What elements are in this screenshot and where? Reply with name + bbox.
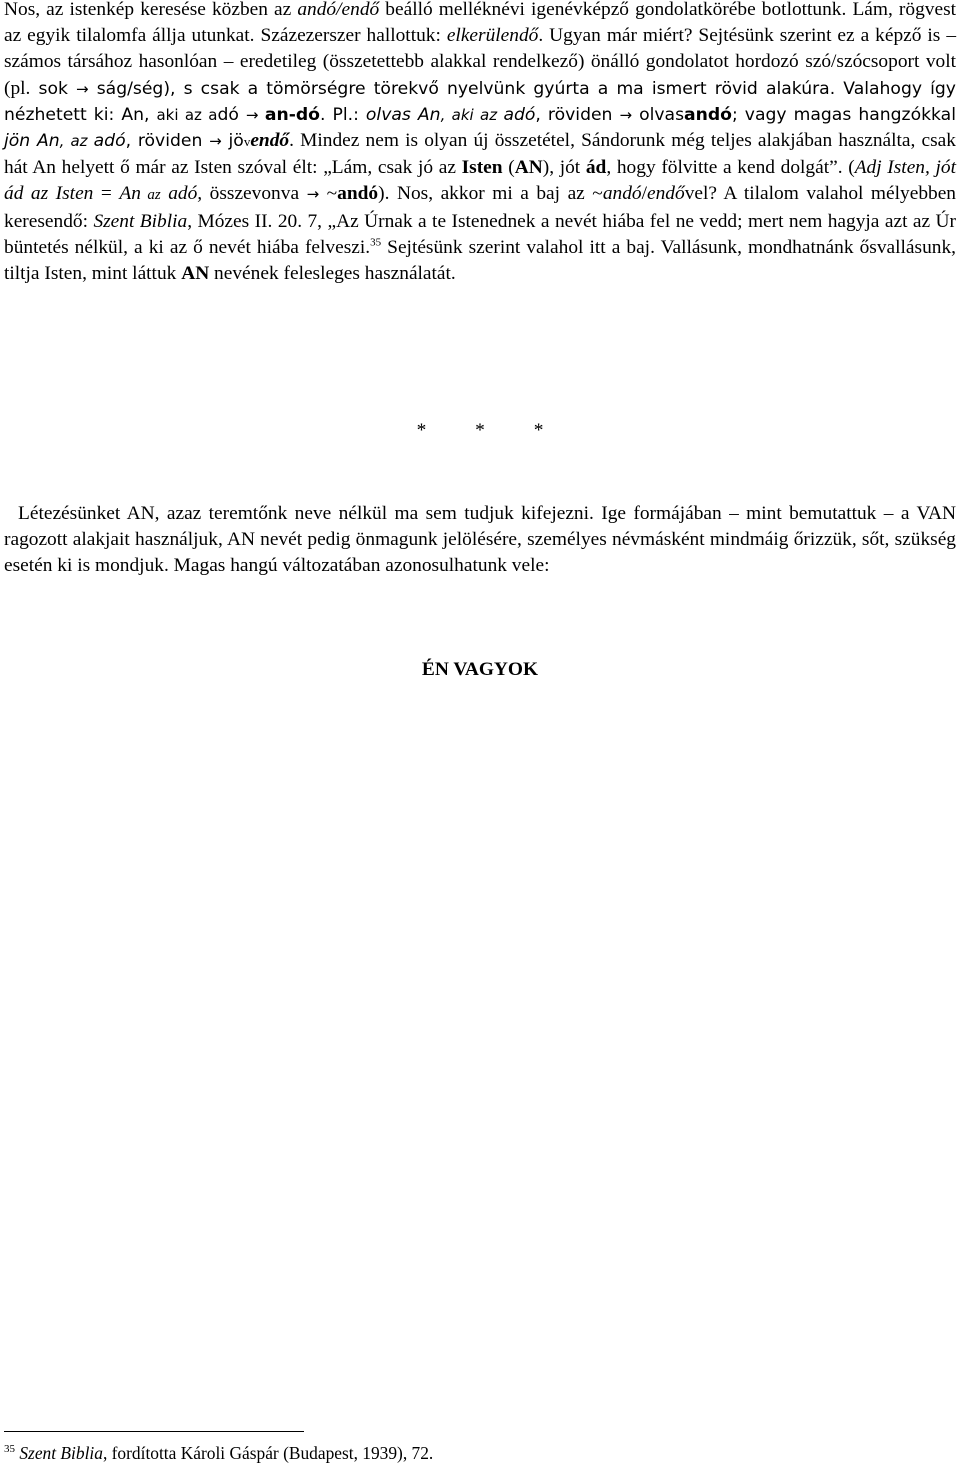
bold-term: an-dó — [264, 104, 320, 125]
small-run: v — [243, 134, 251, 150]
text-run: ( — [502, 157, 515, 179]
text-run: Létezésünket AN, azaz teremtőnk neve nélkül ma sem tudjuk kifejezni. Ige formájában – mint bemutattuk – a VAN ragozott alakjait használjuk, AN nevét pedig önmagunk jelölésére, személyes névmásként mindmáig őrizzük, sőt, szükség esetén ki is mondjuk. Magas hangú változatában azonosulhatunk vele: — [4, 503, 956, 577]
bold-term: andó — [337, 183, 379, 205]
section-separator: * * * — [416, 420, 544, 441]
sans-run: , röviden — [125, 131, 210, 152]
bold-term: ád — [585, 157, 607, 179]
text-run: , Mózes II. 20. 7, „Az Úrnak a te Istenednek a nevét hiába fel ne vedd; mert nem hagyja azt az Úr büntetés nélkül, a ki az ő nevét hiába felveszi. — [4, 210, 956, 258]
sans-run: ; vagy magas hangzókkal — [731, 104, 956, 125]
section-heading: ÉN VAGYOK — [421, 659, 539, 680]
small-italic-run: , az — [59, 132, 94, 151]
bold-term: Isten — [461, 157, 503, 179]
arrow-icon: → — [76, 79, 89, 98]
italic-term: andó/endő — [297, 0, 380, 20]
footnote — [4, 1442, 954, 1464]
text-run: ), jót — [542, 157, 586, 179]
italic-term: jön An — [4, 131, 60, 152]
text-run: ). Nos, akkor mi a baj az ~ — [378, 183, 603, 205]
italic-term: olvas An — [365, 104, 441, 125]
italic-term: Szent Biblia — [93, 210, 188, 232]
body-paragraph-1 — [4, 0, 956, 287]
italic-term: Adj Isten, jót ád az Isten — [4, 157, 956, 205]
text-run: . Mindez nem is olyan új összetétel, Sándorunk még teljes alakjában használta, csak hát An helyett ő már az Isten szóval élt: „Lám, csak jó az — [4, 130, 956, 179]
bold-italic-term: endő — [250, 130, 290, 152]
body-paragraph-2 — [4, 501, 956, 580]
sans-run: olvas — [632, 104, 685, 125]
small-italic-run: az — [140, 187, 161, 204]
footnote-divider — [4, 1431, 304, 1432]
small-run: aki az a — [156, 105, 218, 124]
sans-run: ság/ség), s csak a tömörségre törekvő nyelvünk gyúrta a ma ismert rövid alakúra. Valahogy így nézhetett ki: An, — [4, 78, 956, 125]
text-run: . Ugyan már miért? Sejtésünk szerint ez a képző is – számos társához hasonlóan – eredetileg (összetettebb alakkal rendelkező) önálló gondolatot hordozó szó/szócsoport volt (pl. — [4, 25, 957, 99]
italic-term: adó — [503, 104, 536, 125]
footnote-title: Szent Biblia — [19, 1443, 103, 1463]
bold-term: AN — [514, 157, 543, 179]
footnote-text: , fordította Károli Gáspár (Budapest, 1939), 72. — [102, 1443, 434, 1463]
sans-run: dó — [217, 104, 246, 125]
text-run: Nos, az istenkép keresése közben az — [4, 0, 298, 20]
arrow-icon: → — [306, 185, 320, 204]
text-run: nevének felesleges használatát. — [209, 263, 456, 285]
arrow-icon: → — [209, 132, 222, 151]
italic-term: adó, — [160, 183, 203, 205]
arrow-icon: → — [245, 105, 259, 124]
arrow-icon: → — [619, 105, 633, 124]
footnote-number: 35 — [4, 1443, 15, 1456]
text-run: , hogy fölvitte a kend dolgát”. ( — [606, 157, 855, 179]
text-run: ~ — [319, 183, 338, 205]
italic-term: adó — [93, 131, 126, 152]
sans-run: , röviden — [535, 104, 620, 125]
sans-run: sok — [30, 78, 77, 99]
text-run: összevonva — [202, 183, 307, 205]
text-run: = — [93, 183, 120, 205]
footnote-reference: 35 — [370, 236, 382, 249]
text-run: / — [641, 183, 647, 205]
italic-term: An — [119, 183, 141, 205]
bold-term: andó — [684, 104, 732, 125]
italic-term: andó — [602, 183, 642, 205]
text-run: beálló melléknévi igenévképző gondolatkörébe botlottunk. Lám, rögvest az egyik tilalomfa állja utunkat. Százezerszer hallottuk: — [4, 0, 956, 47]
small-italic-run: , aki az — [440, 105, 504, 124]
sans-run: . Pl.: — [320, 104, 366, 125]
text-run: vel? A tilalom valahol mélyebben keresendő: — [4, 183, 957, 232]
text-run: Sejtésünk szerint valahol itt a baj. Vallásunk, mondhatnánk ősvallásunk, tiltja Isten, mint láttuk — [4, 236, 957, 285]
italic-term: elkerülendő — [446, 25, 539, 47]
bold-term: AN — [181, 263, 210, 285]
sans-run: jö — [221, 131, 244, 152]
italic-term: endő — [646, 183, 685, 205]
